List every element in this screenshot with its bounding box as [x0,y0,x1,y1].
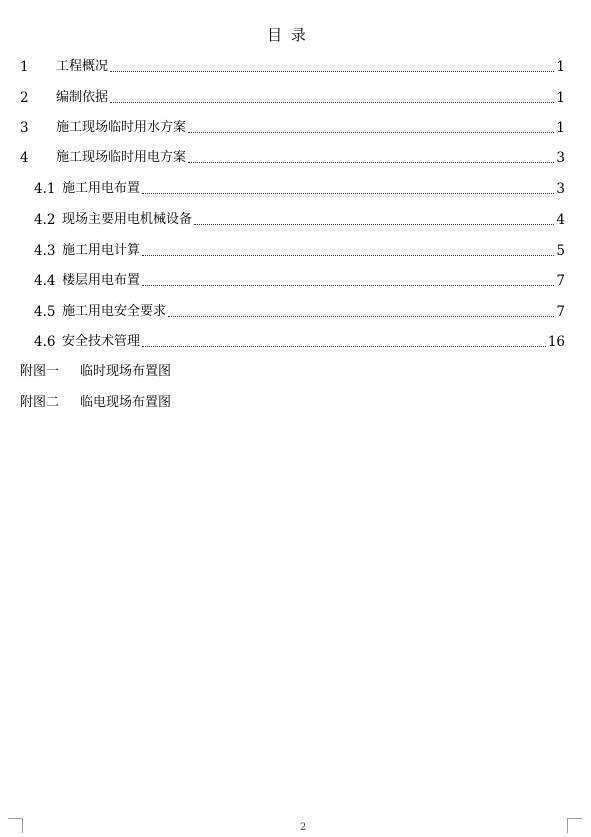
appendix-title: 临时现场布置图 [80,364,172,379]
dot-leader [188,162,554,163]
toc-entry-page: 1 [556,59,565,75]
toc-subentry[interactable] [34,209,565,229]
appendix-entry[interactable] [20,362,171,382]
toc-entry-number: 4.5 [34,304,56,320]
toc-entry-page: 1 [556,90,565,106]
appendix-entry[interactable] [20,393,171,413]
toc-entry-title: 现场主要用电机械设备 [62,212,193,227]
toc-entry-number: 4.2 [34,212,56,228]
dot-leader [142,193,554,194]
toc-entry-page: 3 [556,181,565,197]
toc-entry[interactable] [20,117,565,137]
toc-entry-title: 编制依据 [56,90,109,105]
toc-entry-title: 施工现场临时用水方案 [56,120,187,135]
toc-subentry[interactable] [34,178,565,198]
appendix-title: 临电现场布置图 [80,395,172,410]
toc-entry-title: 施工用电布置 [62,181,141,196]
toc-entry[interactable] [20,87,565,107]
toc-entry-page: 16 [547,334,565,350]
dot-leader [194,224,554,225]
toc-entry-page: 3 [556,150,565,166]
dot-leader [188,132,554,133]
toc-subentry[interactable] [34,240,565,260]
toc-entry-title: 施工现场临时用电方案 [56,150,187,165]
toc-entry[interactable] [20,56,565,76]
toc-entry-number: 4.1 [34,181,56,197]
dot-leader [110,102,554,103]
toc-subentry[interactable] [34,331,565,351]
toc-entry-page: 1 [556,120,565,136]
toc-entry-title: 工程概况 [56,59,109,74]
toc-entry-number: 4.6 [34,334,56,350]
toc-entry[interactable] [20,147,565,167]
toc-entry-page: 7 [556,304,565,320]
dot-leader [110,71,554,72]
toc-entry-number: 4.4 [34,273,56,289]
toc-subentry[interactable] [34,301,565,321]
toc-entry-number: 4.3 [34,243,56,259]
toc-entry-title: 安全技术管理 [62,334,141,349]
toc-entry-page: 5 [556,243,565,259]
toc-entry-title: 楼层用电布置 [62,273,141,288]
page-number: 2 [299,822,307,833]
dot-leader [142,346,546,347]
toc-entry-number: 2 [20,90,29,106]
toc-entry-title: 施工用电安全要求 [62,304,167,319]
appendix-label: 附图一 [20,364,60,379]
toc-entry-page: 4 [556,212,565,228]
toc-subentry[interactable] [34,270,565,290]
toc-entry-number: 4 [20,150,29,166]
dot-leader [142,285,554,286]
toc-heading: 目 录 [267,26,308,44]
appendix-label: 附图二 [20,395,60,410]
toc-entry-number: 1 [20,59,29,75]
toc-entry-number: 3 [20,120,29,136]
dot-leader [142,255,554,256]
dot-leader [168,316,554,317]
toc-entry-page: 7 [556,273,565,289]
toc-entry-title: 施工用电计算 [62,243,141,258]
